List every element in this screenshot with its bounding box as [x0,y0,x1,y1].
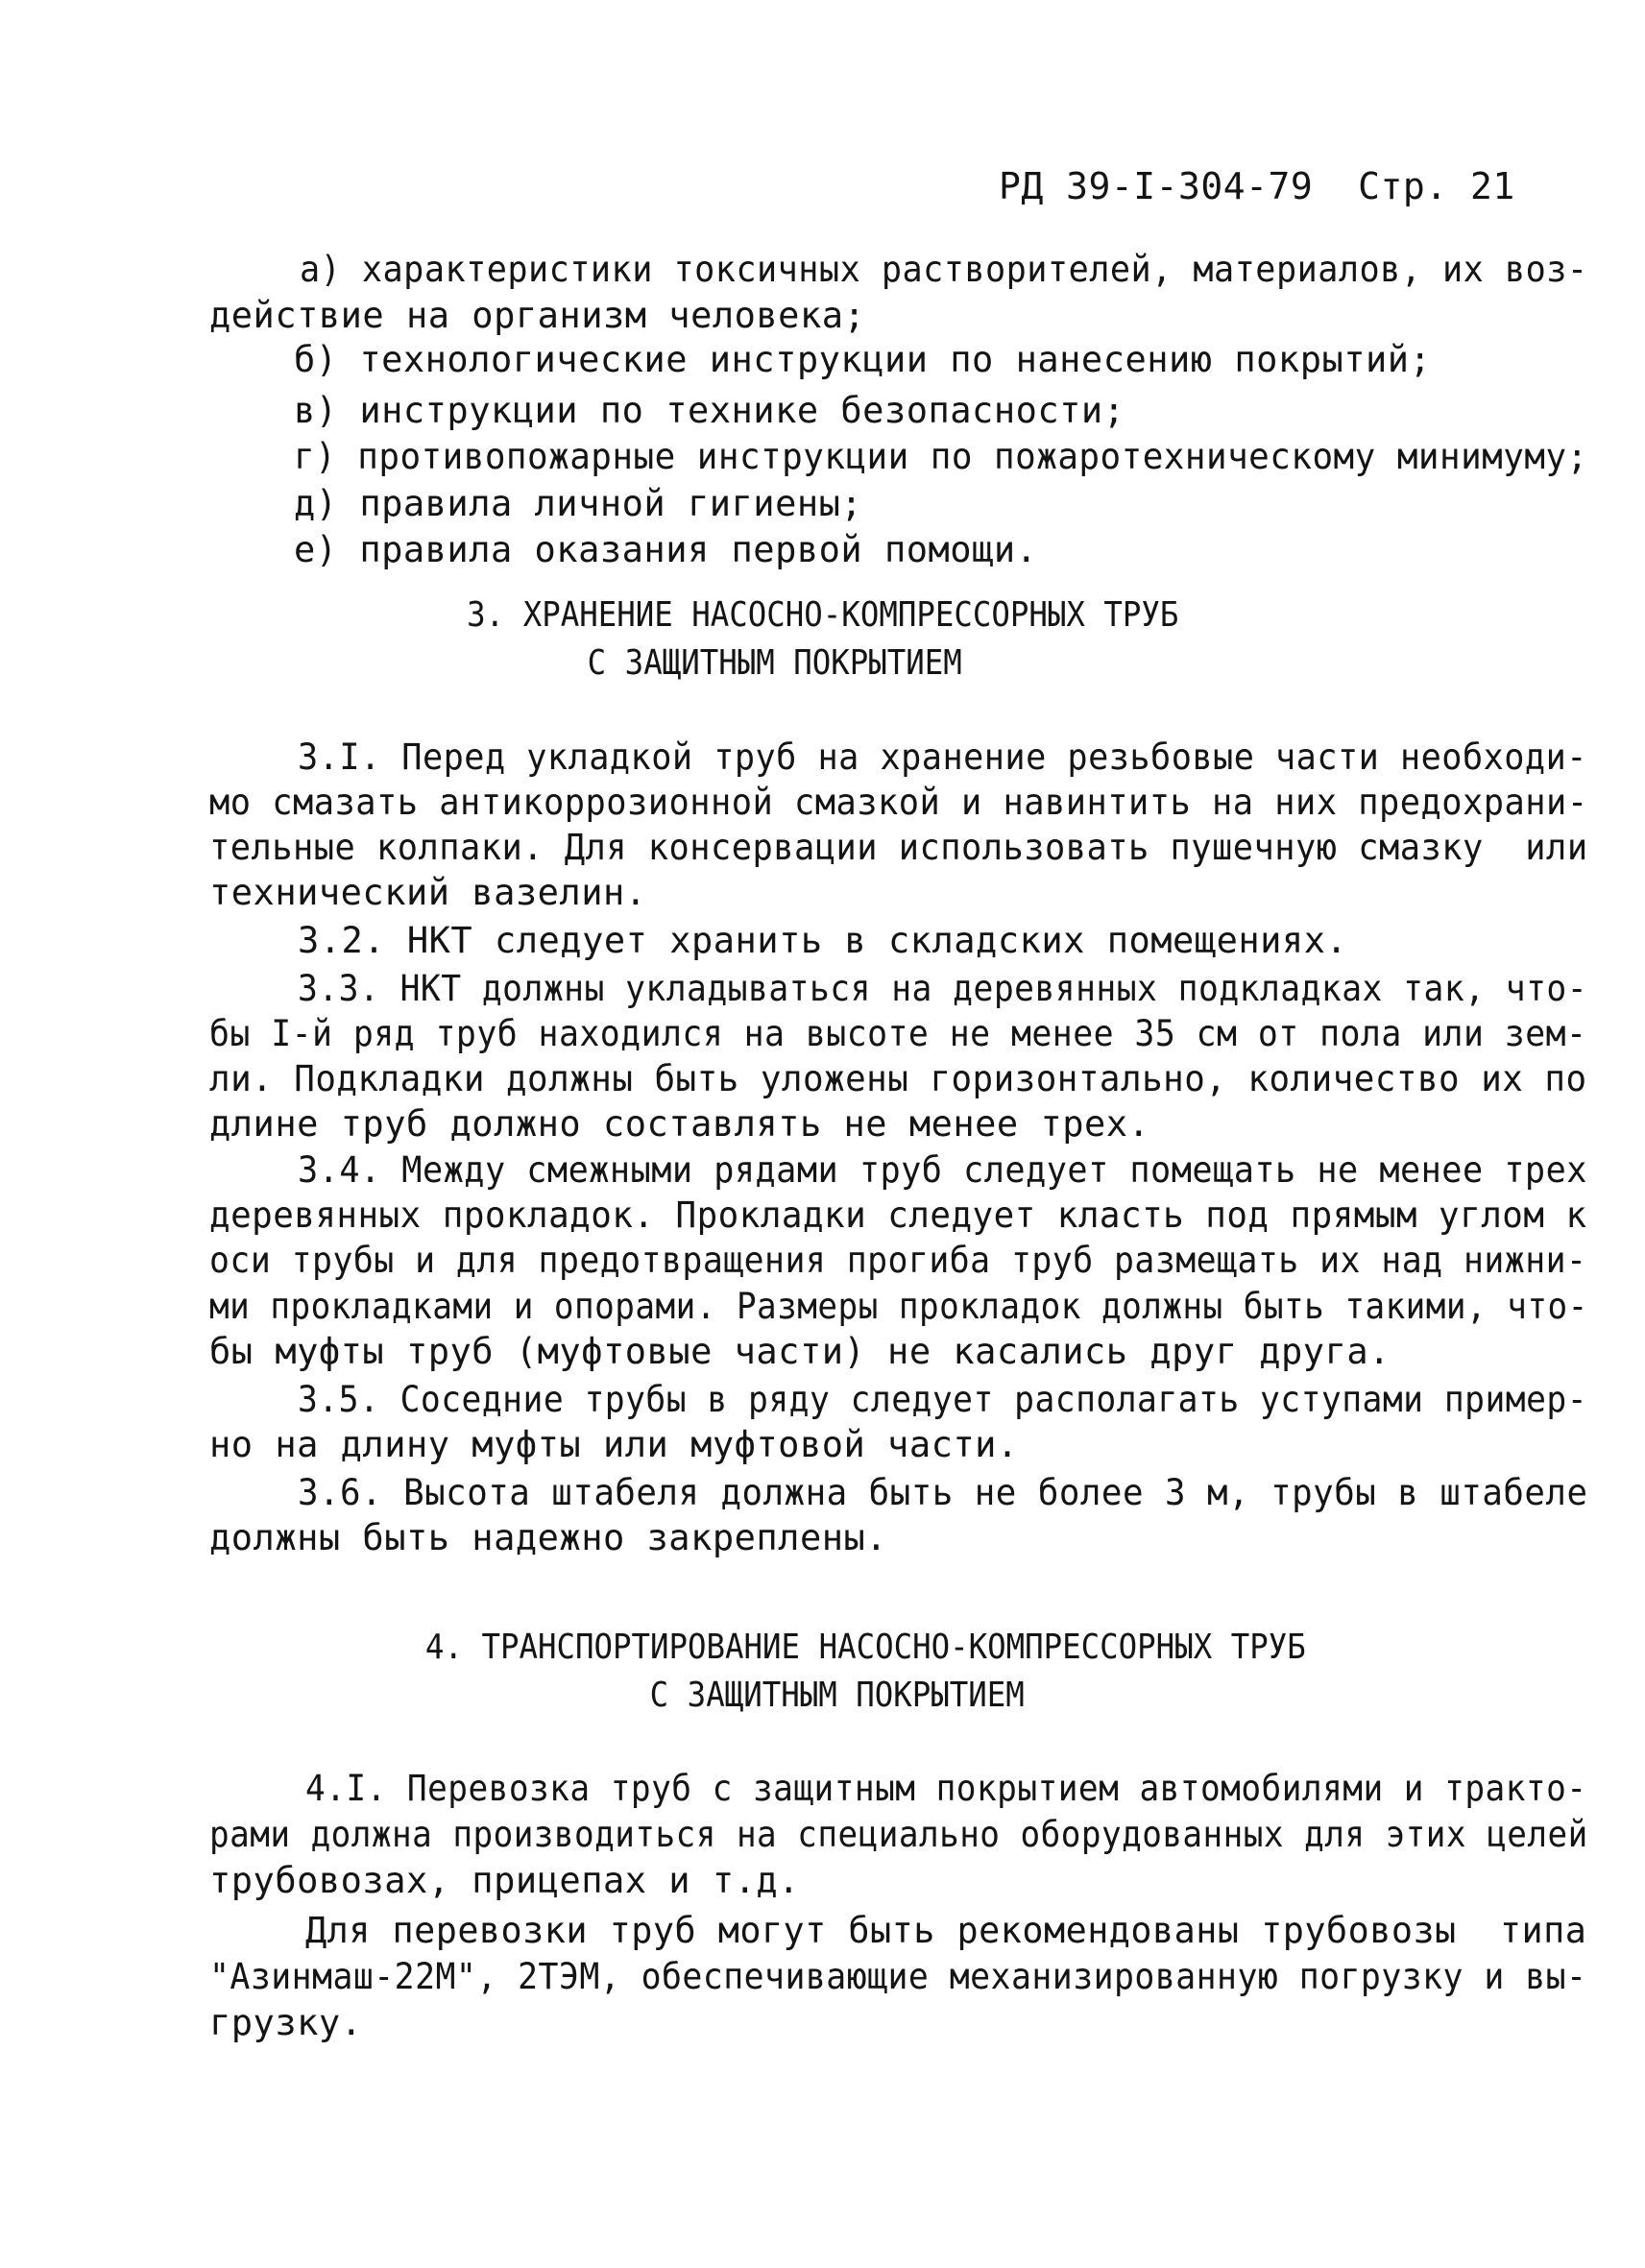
list-item-v: в) инструкции по технике безопасности; [294,390,1125,431]
section-4-line: трубовозах, прицепах и т.д. [209,1860,800,1901]
list-item-g: г) противопожарные инструкции по пожаротехническому минимуму; [294,436,1588,477]
section-4-title-line-2: С ЗАЩИТНЫМ ПОКРЫТИЕМ [649,1676,1025,1715]
section-4-line: грузку. [209,2002,363,2043]
section-3-line: должны быть надежно закреплены. [209,1517,888,1558]
section-3-line: тельные колпаки. Для консервации использовать пушечную смазку или [209,827,1588,868]
section-3-line: но на длину муфты или муфтовой части. [209,1424,1019,1465]
section-4-line: Для перевозки труб могут быть рекомендованы трубовозы типа [305,1910,1587,1951]
section-3-line: 3.6. Высота штабеля должна быть не более 3 м, трубы в штабеле [298,1472,1588,1513]
section-3-line: оси трубы и для предотвращения прогиба труб размещать их над нижни- [209,1240,1587,1281]
list-item-a-cont: действие на организм человека; [209,295,866,336]
section-3-line: бы муфты труб (муфтовые части) не касались друг друга. [209,1331,1391,1372]
section-3-line: ли. Подкладки должны быть уложены горизонтально, количество их по [209,1058,1587,1099]
section-3-line: 3.5. Соседние трубы в ряду следует располагать уступами пример- [298,1379,1588,1420]
section-3-line: 3.2. НКТ следует хранить в складских помещениях. [298,920,1348,961]
section-4-title-line-1: 4. ТРАНСПОРТИРОВАНИЕ НАСОСНО-КОМПРЕССОРНЫХ ТРУБ [424,1628,1306,1667]
section-3-line: мо смазать антикоррозионной смазкой и навинтить на них предохрани- [209,782,1588,823]
list-item-a: а) характеристики токсичных растворителей, материалов, их воз- [300,249,1588,290]
section-3-title-line-1: 3. ХРАНЕНИЕ НАСОСНО-КОМПРЕССОРНЫХ ТРУБ [467,595,1179,635]
section-3-line: деревянных прокладок. Прокладки следует класть под прямым углом к [209,1194,1587,1236]
list-item-d: д) правила личной гигиены; [294,483,863,524]
page-header [999,165,1515,207]
section-3-line: ми прокладками и опорами. Размеры прокладок должны быть такими, что- [209,1286,1588,1327]
section-3-line: 3.I. Перед укладкой труб на хранение резьбовые части необходи- [298,736,1587,778]
page-number: Стр. 21 [1358,165,1515,207]
section-3-line: 3.3. НКТ должны укладываться на деревянных подкладках так, что- [298,968,1588,1009]
section-3-line: технический вазелин. [209,872,647,913]
section-3-line: 3.4. Между смежными рядами труб следует помещать не менее трех [298,1149,1587,1191]
section-4-line: 4.I. Перевозка труб с защитным покрытием автомобилями и тракто- [305,1768,1587,1809]
section-3-title-line-2: С ЗАЩИТНЫМ ПОКРЫТИЕМ [587,643,962,683]
list-item-b: б) технологические инструкции по нанесению покрытий; [294,339,1432,380]
section-3-line: бы I-й ряд труб находился на высоте не менее 35 см от пола или зем- [209,1013,1587,1054]
list-item-e: е) правила оказания первой помощи. [294,529,1038,570]
section-3-line: длине труб должно составлять не менее трех. [209,1103,1150,1145]
document-code: РД 39-I-304-79 [999,165,1314,207]
section-4-line: "Азинмаш-22М", 2ТЭМ, обеспечивающие механизированную погрузку и вы- [209,1956,1587,1997]
section-4-line: рами должна производиться на специально оборудованных для этих целей [209,1814,1588,1855]
